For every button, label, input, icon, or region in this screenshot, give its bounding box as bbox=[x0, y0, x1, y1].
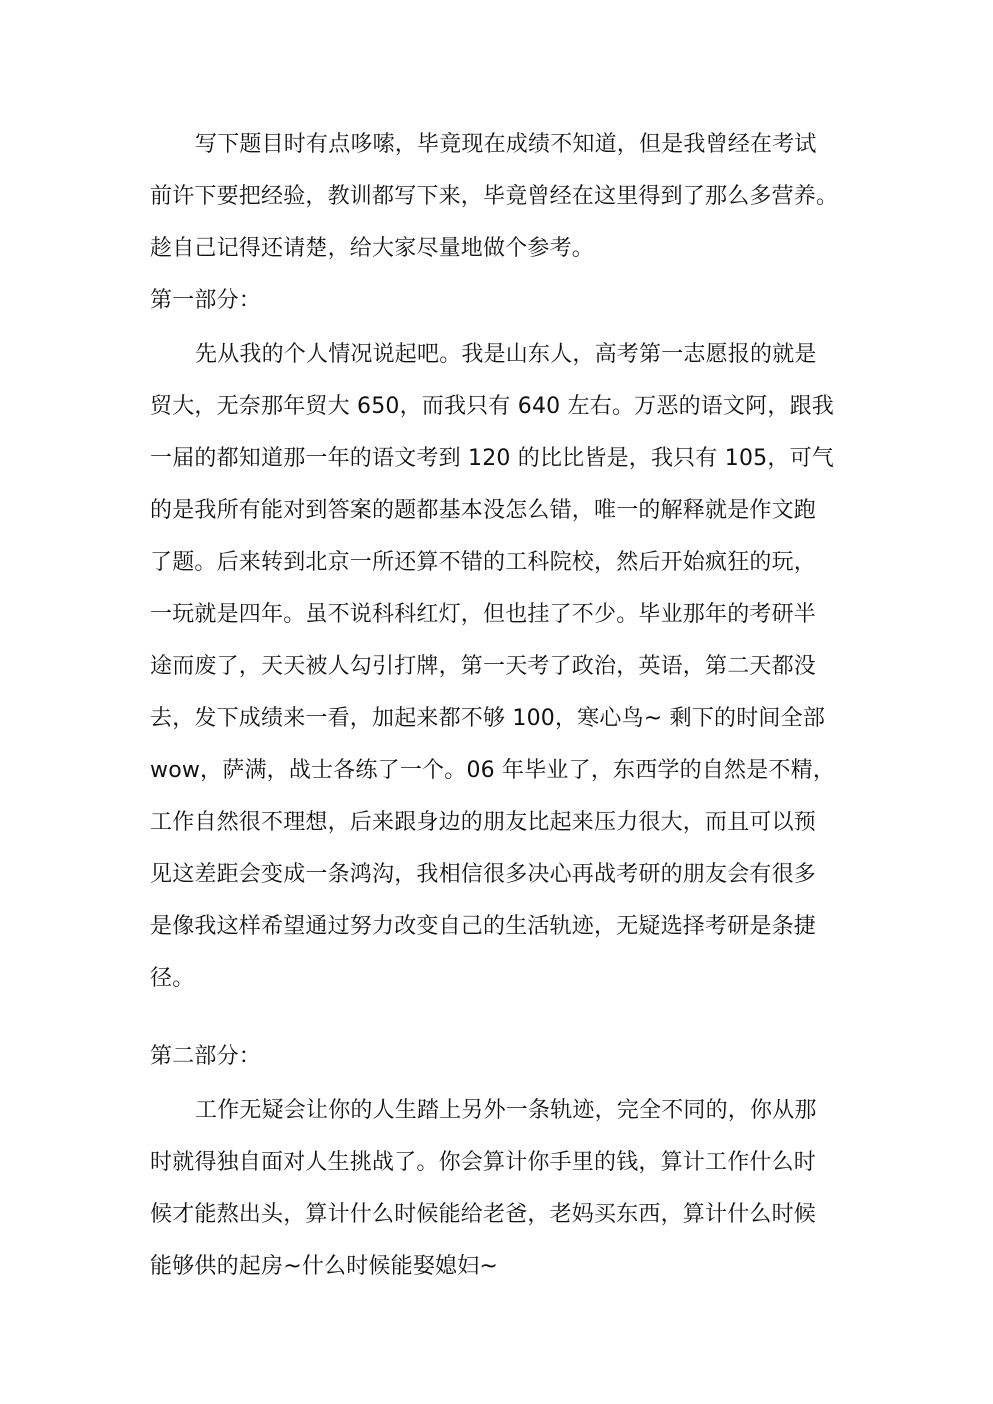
paragraph-2-line-9: wow，萨满，战士各练了一个。06 年毕业了，东西学的自然是不精， bbox=[150, 758, 836, 783]
paragraph-2-line-6: 一玩就是四年。虽不说科科红灯，但也挂了不少。毕业那年的考研半 bbox=[150, 602, 817, 627]
paragraph-2-line-7: 途而废了，天天被人勾引打牌，第一天考了政治，英语，第二天都没 bbox=[150, 654, 817, 679]
paragraph-2-line-11: 见这差距会变成一条鸿沟，我相信很多决心再战考研的朋友会有很多 bbox=[150, 862, 817, 887]
paragraph-2-line-10: 工作自然很不理想，后来跟身边的朋友比起来压力很大，而且可以预 bbox=[150, 810, 817, 835]
paragraph-3-line-4: 能够供的起房~什么时候能娶媳妇~ bbox=[150, 1254, 499, 1279]
paragraph-2-line-4: 的是我所有能对到答案的题都基本没怎么错，唯一的解释就是作文跑 bbox=[150, 498, 817, 523]
paragraph-3-line-2: 时就得独自面对人生挑战了。你会算计你手里的钱，算计工作什么时 bbox=[150, 1150, 817, 1175]
paragraph-2-line-13: 径。 bbox=[150, 966, 195, 991]
paragraph-3-line-3: 候才能熬出头，算计什么时候能给老爸，老妈买东西，算计什么时候 bbox=[150, 1202, 817, 1227]
section-2-heading: 第二部分： bbox=[150, 1044, 262, 1069]
paragraph-2-line-5: 了题。后来转到北京一所还算不错的工科院校，然后开始疯狂的玩， bbox=[150, 550, 817, 575]
paragraph-1-line-3: 趁自己记得还请楚，给大家尽量地做个参考。 bbox=[150, 236, 595, 261]
paragraph-2-line-3: 一届的都知道那一年的语文考到 120 的比比皆是，我只有 105，可气 bbox=[150, 446, 834, 471]
paragraph-1-line-2: 前许下要把经验，教训都写下来，毕竟曾经在这里得到了那么多营养。 bbox=[150, 184, 839, 209]
section-1-heading: 第一部分： bbox=[150, 288, 262, 313]
paragraph-2-line-12: 是像我这样希望通过努力改变自己的生活轨迹，无疑选择考研是条捷 bbox=[150, 914, 817, 939]
paragraph-2-line-8: 去，发下成绩来一看，加起来都不够 100，寒心鸟~ 剩下的时间全部 bbox=[150, 706, 826, 731]
paragraph-3-line-1: 工作无疑会让你的人生踏上另外一条轨迹，完全不同的，你从那 bbox=[195, 1098, 817, 1123]
paragraph-2-line-1: 先从我的个人情况说起吧。我是山东人，高考第一志愿报的就是 bbox=[195, 342, 817, 367]
paragraph-1-line-1: 写下题目时有点哆嗦，毕竟现在成绩不知道，但是我曾经在考试 bbox=[195, 132, 817, 157]
paragraph-2-line-2: 贸大，无奈那年贸大 650，而我只有 640 左右。万恶的语文阿，跟我 bbox=[150, 394, 834, 419]
